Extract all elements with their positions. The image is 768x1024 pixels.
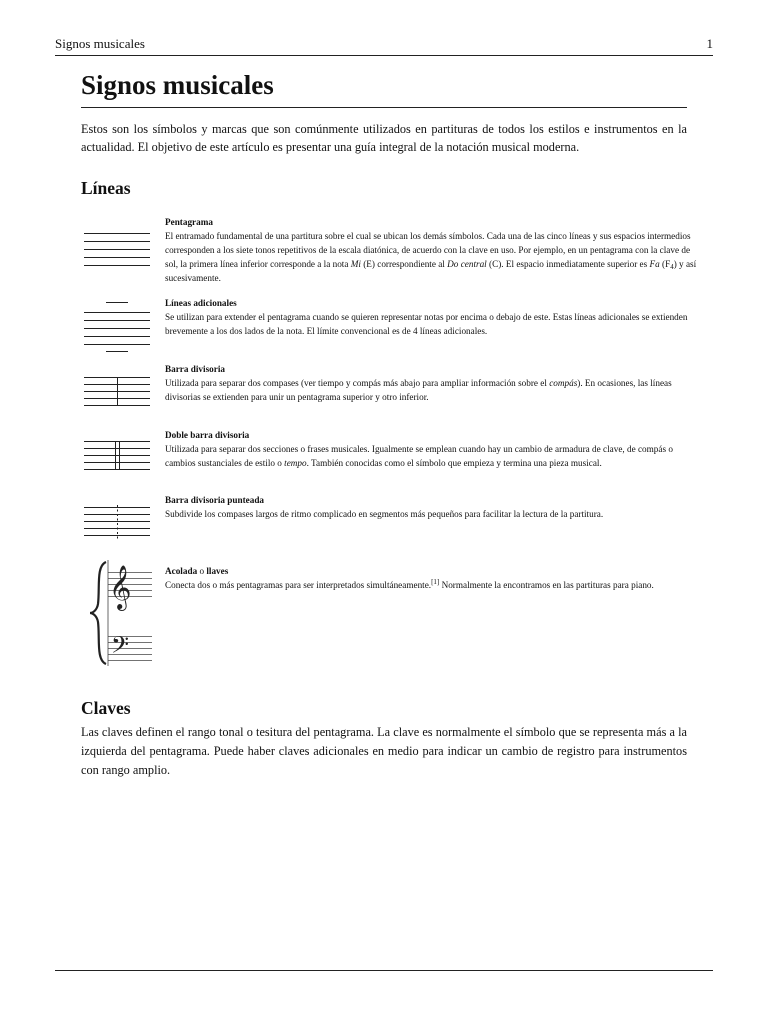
- entry-text: Normalmente la encontramos en las partituras para piano.: [439, 580, 654, 590]
- entry-pentagrama: [165, 215, 698, 285]
- entry-text-italic: Mi: [350, 259, 361, 269]
- entry-title: Líneas adicionales: [165, 298, 237, 308]
- entry-text: ). En ocasiones, las líneas divisorias se extienden para unir un pentagrama superior y otro inferior.: [165, 378, 672, 402]
- section-heading-claves: Claves: [81, 698, 131, 718]
- claves-paragraph: Las claves definen el rango tonal o tesitura del pentagrama. La clave es normalmente el símbolo que se representa más a la izquierda del pentagrama. Puede haber claves adicionales en medio para indicar un cambio de registro para instrumentos con rango amplio.: [81, 725, 687, 777]
- section-heading-lineas: Líneas: [81, 178, 131, 198]
- entry-text: (F: [659, 259, 671, 269]
- entry-doble-barra-divisoria: [165, 428, 698, 470]
- running-header: [55, 36, 713, 56]
- footer-rule: [55, 970, 713, 971]
- brace-icon: [86, 558, 154, 668]
- entry-title: Doble barra divisoria: [165, 430, 250, 440]
- entry-text: (E) correspondiente al: [360, 259, 448, 269]
- entry-text: Subdivide los compases largos de ritmo complicado en segmentos más pequeños para facilitar la lectura de la partitura.: [165, 509, 604, 519]
- entry-text: (C). El espacio inmediatamente superior es: [486, 259, 650, 269]
- entry-text: Conecta dos o más pentagramas para ser interpretados simultáneamente.: [165, 580, 432, 590]
- page-number: 1: [706, 36, 713, 51]
- entry-title-part: Acolada: [165, 566, 198, 576]
- entry-text: Se utilizan para extender el pentagrama cuando se quieren representar notas por encima o debajo de este. Estas líneas adicionales se extienden brevemente a los dos lados de la nota. El límite convencional es de 4 líneas adicionales.: [165, 312, 688, 336]
- entry-text: . También conocidas como el símbolo que empieza y termina una pieza musical.: [306, 458, 602, 468]
- double-bar-line-icon: [84, 439, 150, 473]
- entry-title-conjunction: o: [197, 566, 207, 576]
- running-title: Signos musicales: [55, 36, 145, 51]
- reference-link[interactable]: [1]: [431, 578, 440, 586]
- entry-title: Pentagrama: [165, 217, 213, 227]
- svg-text:𝄢: 𝄢: [111, 631, 130, 664]
- entry-acolada: [165, 564, 698, 592]
- entry-text-italic: tempo: [284, 458, 307, 468]
- entry-text-italic: Do central: [447, 259, 487, 269]
- entry-title: Barra divisoria: [165, 364, 225, 374]
- entry-title: Barra divisoria punteada: [165, 495, 265, 505]
- entry-text-italic: Fa: [649, 259, 660, 269]
- entry-title: [165, 564, 698, 578]
- entry-text: El entramado fundamental de una partitura sobre el cual se ubican los demás símbolos. Cada una de las cinco líneas y sus espacios intermedios corresponden a los siete tonos repetitivos de la escala diatónica, de acuerdo con la clave en uso. Por ejemplo, en un pentagrama con la clave de sol, la primera línea inferior corresponde a la nota: [165, 231, 691, 269]
- page-title: Signos musicales: [81, 70, 687, 108]
- entry-lineas-adicionales: [165, 296, 698, 338]
- entry-text: ) y así sucesivamente.: [165, 259, 697, 283]
- entry-barra-divisoria: [165, 362, 698, 404]
- entry-text: Utilizada para separar dos compases (ver tiempo y compás más abajo para ampliar información sobre el: [165, 378, 550, 388]
- subscript: 4: [670, 263, 674, 271]
- entry-title-part: llaves: [206, 566, 229, 576]
- ledger-lines-icon: [84, 298, 150, 356]
- entry-barra-divisoria-punteada: [165, 493, 698, 521]
- svg-text:𝄞: 𝄞: [109, 565, 132, 609]
- entry-text: Utilizada para separar dos secciones o frases musicales. Igualmente se emplean cuando hay un cambio de armadura de clave, de compás o cambios sustanciales de estilo o: [165, 444, 673, 468]
- dotted-bar-line-icon: [84, 505, 150, 539]
- entry-text-italic: compás: [549, 378, 578, 388]
- bar-line-icon: [84, 375, 150, 409]
- intro-paragraph: Estos son los símbolos y marcas que son comúnmente utilizados en partituras de todos los estilos e instrumentos en la actualidad. El objetivo de este artículo es presentar una guía integral de la notación musical moderna.: [81, 122, 687, 154]
- staff-icon: [84, 229, 150, 269]
